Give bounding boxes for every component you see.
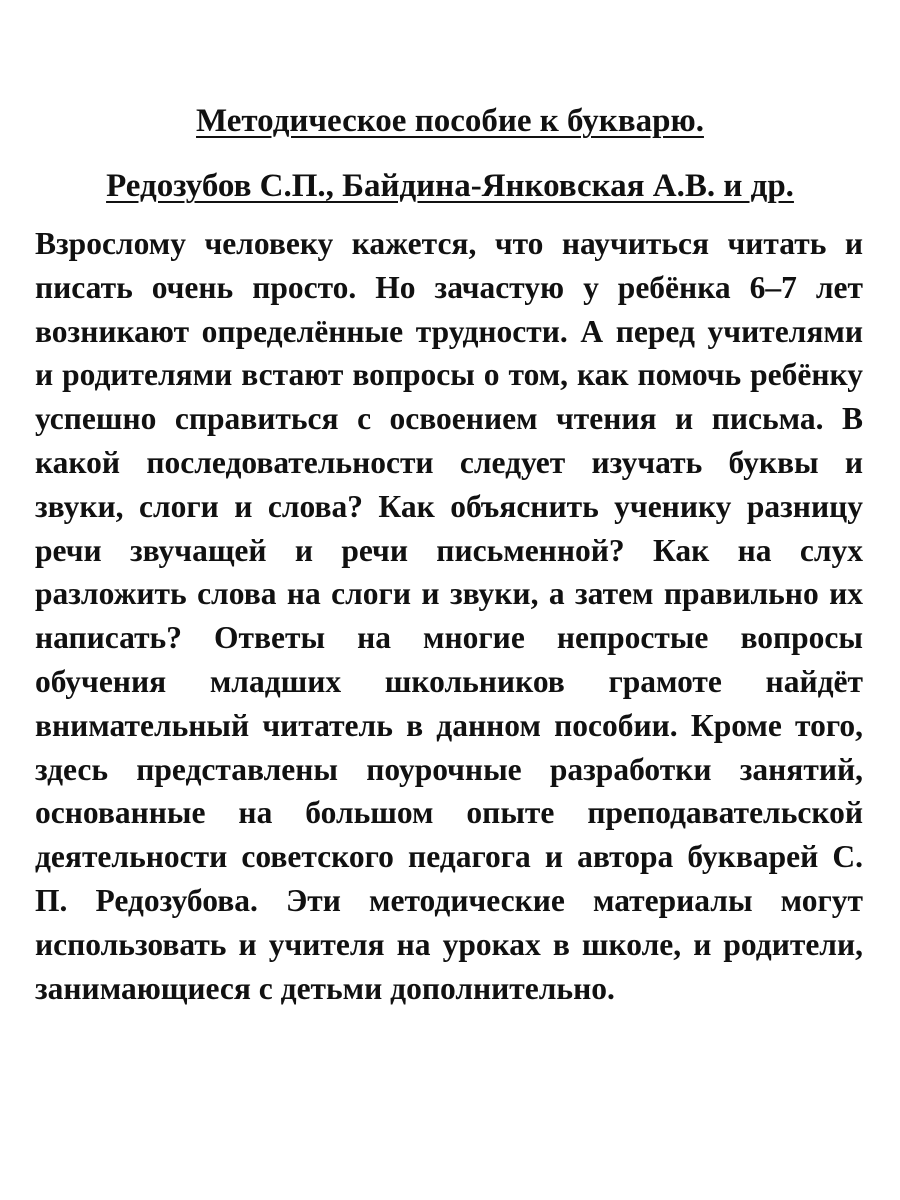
annotation-paragraph: Взрослому человеку кажется, что научиться читать и писать очень просто. Но зачастую у ребёнка 6–7 лет возникают определённые трудности. А перед учителями и родителями встают вопросы о том, как помочь ребёнку успешно справиться с освоением чтения и письма. В какой последовательности следует изучать буквы и звуки, слоги и слова? Как объяснить ученику разницу речи звучащей и речи письменной? Как на слух разложить слова на слоги и звуки, а затем правильно их написать? Ответы на многие непростые вопросы обучения младших школьников грамоте найдёт внимательный читатель в данном пособии. Кроме того, здесь представлены поурочные разработки занятий, основанные на большом опыте преподавательской деятельности советского педагога и автора букварей С. П. Редозубова. Эти методические материалы могут использовать и учителя на уроках в школе, и родители, занимающиеся с детьми дополнительно. [35, 226, 863, 1006]
page-title [0, 101, 900, 141]
title-text: Методическое пособие к букварю. [196, 103, 704, 139]
authors-line [0, 166, 900, 206]
authors-text: Редозубов С.П., Байдина-Янковская А.В. и др. [106, 168, 794, 204]
